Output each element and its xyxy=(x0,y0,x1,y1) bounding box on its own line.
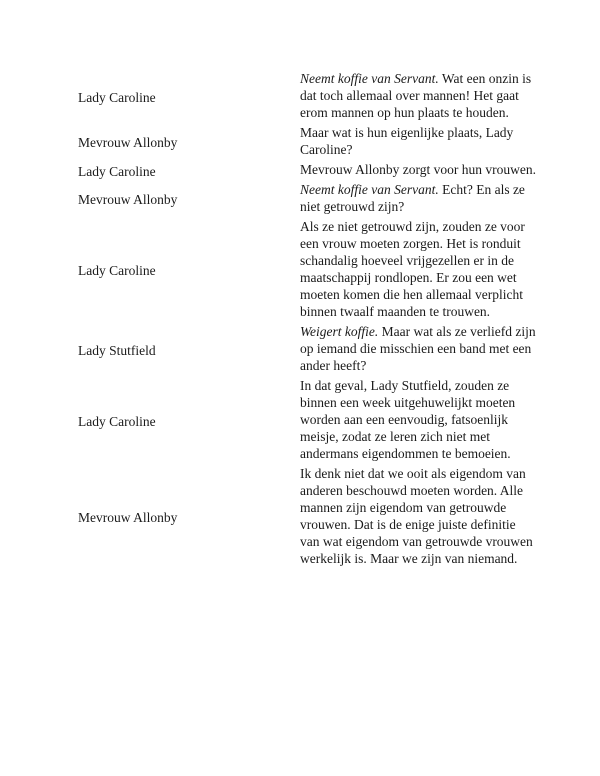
speech-text: Wat een onzin is dat toch allemaal over mannen! Het gaat erom mannen op hun plaats te houden. xyxy=(300,71,532,120)
dialogue-row xyxy=(78,377,538,465)
dialogue-row xyxy=(78,323,538,377)
speaker-name: Mevrouw Allonby xyxy=(78,510,178,525)
dialogue-row xyxy=(78,124,538,161)
speech-cell xyxy=(300,323,538,377)
speech-text: Maar wat is hun eigenlijke plaats, Lady Caroline? xyxy=(300,125,514,157)
speech-text: Als ze niet getrouwd zijn, zouden ze voor een vrouw moeten zorgen. Het is ronduit schandalig hoeveel vrijgezellen er in de maatschappij rondlopen. Er zou een wet moeten komen die hen allemaal verplicht binnen twaalf maanden te trouwen. xyxy=(300,219,525,319)
speaker-name: Lady Caroline xyxy=(78,89,156,105)
dialogue-row xyxy=(78,181,538,218)
speech-text: Mevrouw Allonby zorgt voor hun vrouwen. xyxy=(300,162,536,177)
dialogue-row xyxy=(78,465,538,570)
stage-direction: Neemt koffie van Servant. xyxy=(300,182,439,197)
speech-text: In dat geval, Lady Stutfield, zouden ze binnen een week uitgehuwelijkt moeten worden aan een eenvoudig, fatsoenlijk meisje, zodat ze leren zich niet met andermans eigendommen te bemoeien. xyxy=(300,378,516,461)
speech-cell xyxy=(300,181,538,218)
speech-cell xyxy=(300,161,538,181)
speech-text: Ik denk niet dat we ooit als eigendom van anderen beschouwd moeten worden. Alle mannen zijn eigendom van getrouwde vrouwen. Dat is de enige juiste definitie van wat eigendom van getrouwde vrouwen werkelijk is. Maar we zijn van niemand. xyxy=(300,466,533,566)
speech-cell xyxy=(300,218,538,323)
speech-text: Echt? En als ze niet getrouwd zijn? xyxy=(300,182,525,214)
speech-cell xyxy=(300,124,538,161)
stage-direction: Weigert koffie. xyxy=(300,324,379,339)
speaker-name: Lady Caroline xyxy=(78,413,156,429)
dialogue-row xyxy=(78,161,538,181)
speaker-name: Lady Caroline xyxy=(78,263,156,278)
stage-direction: Neemt koffie van Servant. xyxy=(300,71,439,86)
speech-cell xyxy=(300,377,538,465)
speech-text: Maar wat als ze verliefd zijn op iemand die misschien een band met een ander heeft? xyxy=(300,324,536,373)
speaker-name: Lady Caroline xyxy=(78,163,156,179)
speaker-name: Mevrouw Allonby xyxy=(78,192,178,207)
speaker-name: Mevrouw Allonby xyxy=(78,135,178,150)
dialogue-table xyxy=(78,70,538,570)
speaker-name: Lady Stutfield xyxy=(78,342,156,358)
speech-cell xyxy=(300,465,538,570)
dialogue-row xyxy=(78,218,538,323)
dialogue-row xyxy=(78,70,538,124)
speech-cell xyxy=(300,70,538,124)
